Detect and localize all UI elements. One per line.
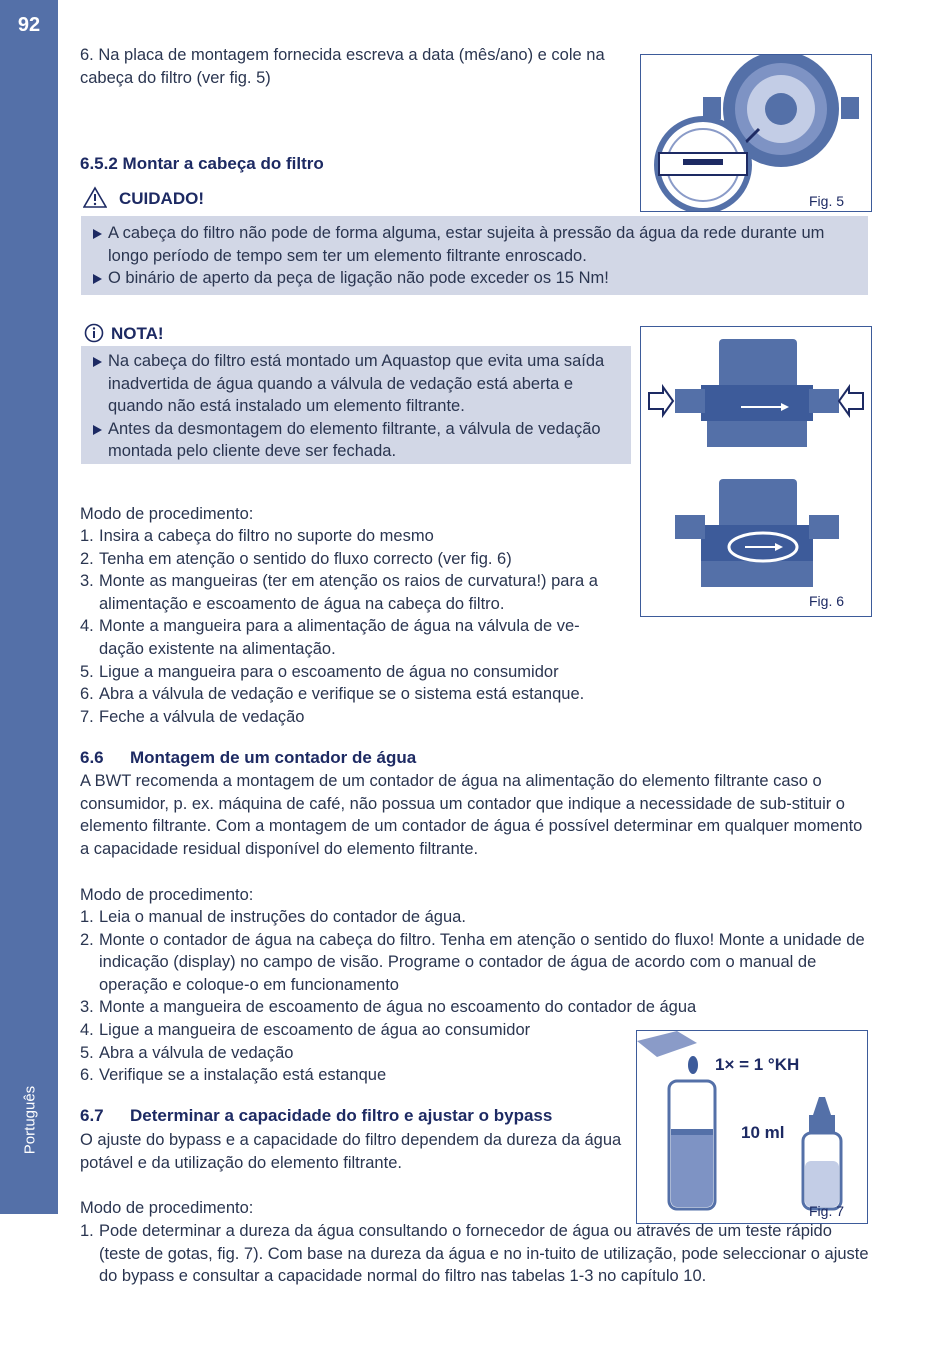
caution-item: O binário de aperto da peça de ligação não pode exceder os 15 Nm! <box>81 267 862 290</box>
fig5-label: Fig. 5 <box>809 193 845 209</box>
bullet-arrow-icon <box>93 425 102 435</box>
fig7-box <box>636 1030 868 1224</box>
note-item: Na cabeça do filtro está montado um Aquastop que evita uma saída inadvertida de água quando a válvula de vedação está aberta e quando não está instalado um elemento filtrante. <box>81 350 623 418</box>
fig6-illustration <box>641 327 871 597</box>
procedure1-intro: Modo de procedimento: <box>80 505 254 523</box>
list-item: 6. Abra a válvula de vedação e verifique se o sistema está estanque. <box>80 685 585 704</box>
list-item: 1. Leia o manual de instruções do contador de água. <box>80 908 466 926</box>
section-66-title: 6.6 Montagem de um contador de água <box>80 748 417 767</box>
fig6-label: Fig. 6 <box>809 593 845 609</box>
bullet-arrow-icon <box>93 357 102 367</box>
bullet-arrow-icon <box>93 274 102 284</box>
procedure2-intro: Modo de procedimento: <box>80 886 254 904</box>
caution-title: CUIDADO! <box>119 189 204 208</box>
list-item: 3. Monte a mangueira de escoamento de água no escoamento do contador de água <box>80 998 697 1017</box>
sidebar <box>0 0 58 1214</box>
list-item: 1. Insira a cabeça do filtro no suporte do mesmo <box>80 527 434 545</box>
warning-icon <box>83 186 107 208</box>
note-item: Antes da desmontagem do elemento filtrante, a válvula de vedação montada pelo cliente deve ser fechada. <box>81 418 623 463</box>
section-67-title: 6.7 Determinar a capacidade do filtro e ajustar o bypass <box>80 1106 553 1125</box>
fig5-illustration <box>641 55 871 211</box>
fig5-box <box>640 54 872 212</box>
page-number: 92 <box>17 14 41 36</box>
list-item: 3. Monte as mangueiras (ter em atenção os raios de curvatura!) para a alimentação e escoamento de água na cabeça do filtro. <box>80 572 598 613</box>
procedure1-steps <box>80 525 636 728</box>
list-item: 1. Pode determinar a dureza da água consultando o fornecedor de água ou através de um teste rápido (teste de gotas, fig. 7). Com base na dureza da água e no in-tuito de utilização, pode seleccionar o ajuste do bypass e consultar a capacidade normal do filtro nas tabelas 1-3 no capítulo 10. <box>80 1222 869 1286</box>
list-item: 6. Verifique se a instalação está estanque <box>80 1066 387 1085</box>
fig7-label: Fig. 7 <box>809 1203 845 1219</box>
note-box <box>81 346 631 464</box>
list-item: 2. Tenha em atenção o sentido do fluxo correcto (ver fig. 6) <box>80 549 512 568</box>
list-item: 5. Ligue a mangueira para o escoamento de água no consumidor <box>80 662 559 681</box>
procedure3-intro: Modo de procedimento: <box>80 1199 254 1217</box>
section-652-title: 6.5.2 Montar a cabeça do filtro <box>80 154 324 173</box>
step6-text: 6. Na placa de montagem fornecida escreva a data (mês/ano) e cole na cabeça do filtro (ver fig. 5) <box>80 46 605 87</box>
language-label: Português <box>21 1085 39 1155</box>
list-item: 7. Feche a válvula de vedação <box>80 707 305 726</box>
fig7-volume-text: 10 ml <box>741 1123 785 1142</box>
list-item: 5. Abra a válvula de vedação <box>80 1043 294 1062</box>
fig7-drop-text: 1× = 1 °KH <box>715 1055 800 1074</box>
note-title: NOTA! <box>111 324 164 343</box>
fig6-box <box>640 326 872 617</box>
caution-box <box>81 216 868 295</box>
list-item: 4. Monte a mangueira para a alimentação de água na válvula de ve-dação existente na alimentação. <box>80 617 580 658</box>
section-67-body: O ajuste do bypass e a capacidade do filtro dependem da dureza da água potável e da utilização do elemento filtrante. <box>80 1131 622 1172</box>
procedure3-steps <box>80 1220 872 1288</box>
list-item: 4. Ligue a mangueira de escoamento de água ao consumidor <box>80 1020 531 1039</box>
list-item: 2. Monte o contador de água na cabeça do filtro. Tenha em atenção o sentido do fluxo! Monte a unidade de indicação (display) no campo de visão. Programe o contador de água de acordo com o manual de operação e coloque-o em funcionamento <box>80 930 865 994</box>
section-66-body: A BWT recomenda a montagem de um contador de água na alimentação do elemento filtrante caso o consumidor, p. ex. máquina de café, não possua um contador que indique a necessidade de sub-stituir o elemento filtrante. Com a montagem de um contador de água é possível determinar em qualquer momento a capacidade residual disponível do elemento filtrante. <box>80 772 863 858</box>
bullet-arrow-icon <box>93 229 102 239</box>
info-icon <box>84 323 104 343</box>
caution-item: A cabeça do filtro não pode de forma alguma, estar sujeita à pressão da água da rede durante um longo período de tempo sem ter um elemento filtrante enroscado. <box>81 222 862 267</box>
